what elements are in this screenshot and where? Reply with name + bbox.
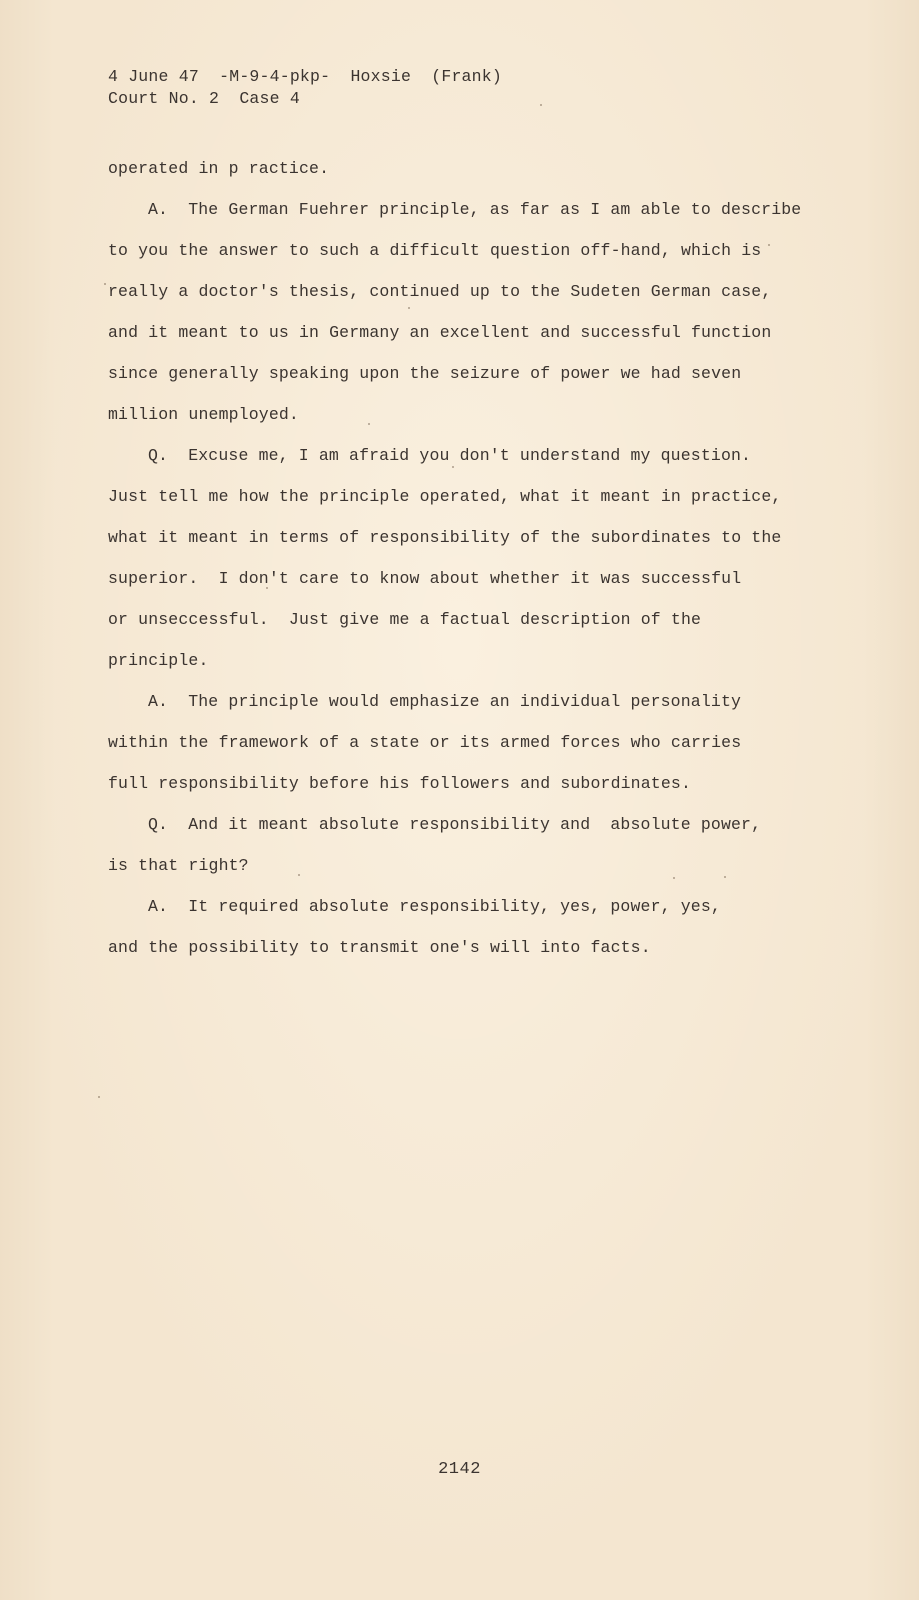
paper-speck [408,307,410,309]
paper-speck [540,104,542,106]
transcript-line-answer: A. It required absolute responsibility, yes, power, yes, [148,897,721,916]
transcript-line: since generally speaking upon the seizure of power we had seven [108,364,742,383]
transcript-line: is that right? [108,856,249,875]
transcript-line: within the framework of a state or its armed forces who carries [108,733,742,752]
header-line-date-reporter: 4 June 47 -M-9-4-pkp- Hoxsie (Frank) [108,67,502,86]
transcript-line: really a doctor's thesis, continued up to the Sudeten German case, [108,282,772,301]
document-header [108,66,502,110]
transcript-line: full responsibility before his followers and subordinates. [108,774,691,793]
transcript-body [108,148,868,968]
transcript-line: what it meant in terms of responsibility of the subordinates to the [108,528,782,547]
transcript-line: superior. I don't care to know about whether it was successful [108,569,742,588]
transcript-line-question: Q. And it meant absolute responsibility and absolute power, [148,815,762,834]
paper-speck [452,466,454,468]
transcript-line: to you the answer to such a difficult question off-hand, which is [108,241,762,260]
paper-speck [98,1096,100,1098]
transcript-line: operated in p ractice. [108,159,330,178]
transcript-line-answer: A. The principle would emphasize an individual personality [148,692,742,711]
transcript-line-answer: A. The German Fuehrer principle, as far as I am able to describe [148,200,802,219]
transcript-line: or unseccessful. Just give me a factual description of the [108,610,702,629]
paper-speck [301,246,303,248]
paper-speck [768,244,770,246]
transcript-line-question: Q. Excuse me, I am afraid you don't understand my question. [148,446,752,465]
transcript-line: Just tell me how the principle operated, what it meant in practice, [108,487,782,506]
transcript-line: and the possibility to transmit one's will into facts. [108,938,651,957]
transcript-line: and it meant to us in Germany an excellent and successful function [108,323,772,342]
header-line-court-case: Court No. 2 Case 4 [108,89,300,108]
paper-speck [368,423,370,425]
paper-speck [724,876,726,878]
page-number: 2142 [438,1460,481,1479]
paper-speck [673,877,675,879]
transcript-line: principle. [108,651,209,670]
transcript-line: million unemployed. [108,405,299,424]
paper-speck [104,283,106,285]
paper-speck [298,874,300,876]
paper-speck [266,587,268,589]
